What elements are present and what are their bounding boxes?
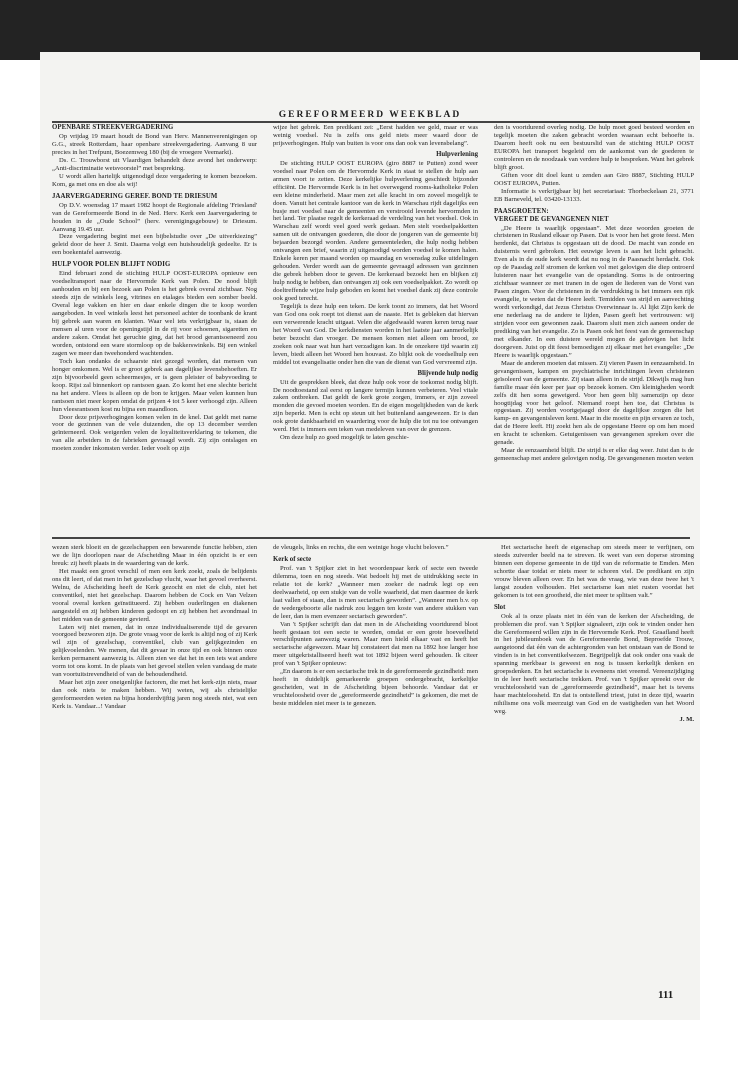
paragraph: De stichting HULP OOST EUROPA (giro 8887 te Putten) zond weer voedsel naar Polen om de Hervormde Kerk in staat te stellen de hulp aan armen voort te zetten. Deze kerkelijke hulpverlening geschiedt bijzonder efficiënt. De Hervormde Kerk is in het overwegend rooms-katholieke Polen een kleine minderheid. Maar men zet alle kracht in om zoveel mogelijk te doen. Vanuit het centrale kantoor van de kerk in Warschau rijdt dagelijks een busje met voedsel naar de gemeenten en verstrooid levende hervormden in het land. Ter plaatse regelt de kerkeraad de verdeling van het voedsel. Ook in Warschau zelf wordt veel goed werk gedaan. Men stelt voedselpakketten samen uit de ontvangen goederen, die door de jongeren van de gemeente bij bejaarden bezorgd worden. Andere gemeenteleden, die hulp nodig hebben ontvangen een brief, waarin zij uitgenodigd worden voedsel te komen halen. Enkele keren per maand worden op maandag en woensdag zulke uitdelingen gehouden. Verder wordt aan de gemeente gevraagd adressen van gezinnen die gebrek hebben door te geven. De kerkeraad bezoekt hen en blijken zij hulp nodig te hebben, dan ontvangen zij ook een voedselpakket. Zo wordt op doeltreffende wijze hulp geboden en komt het voedsel dank zij deze controle ook goed terecht. (273, 159, 478, 303)
running-header: GEREFORMEERD WEEKBLAD (278, 110, 462, 120)
paragraph: Op D.V. woensdag 17 maart 1982 hoopt de Regionale afdeling 'Friesland' van de Gereformeerde Bond in de Ned. Herv. Kerk een Jaarvergadering te houden in de „Oude School” (herv. verenigingsgebouw) te Driesum. Aanvang 19.45 uur. (52, 201, 257, 233)
heading-vergeet-gevangenen: VERGEET DE GEVANGENEN NIET (494, 215, 609, 223)
subheading-kerk-of-secte: Kerk of secte (273, 555, 312, 563)
column-4 (52, 544, 257, 984)
paragraph: Het sectarische heeft de eigenschap om steeds meer te verfijnen, om steeds zuiverder beeld na te streven. Ik weet van een doperse stroming binnen een doperse gemeente in de tijd van de reformatie te Emden. Men schortte daar totdat er niets meer te schoren viel. De predikant en zijn vrouw bleven alleen over. En het was de vraag, wie van deze twee het 't langst zouden volhouden. Het sectarisme kan niet rusten voordat het gekomen is tot een grootheid, die niet meer te splitsen valt.” (494, 544, 694, 599)
paragraph: den is voortdurend overleg nodig. De hulp moet goed besteed worden en tegelijk moeten die zaken gebracht worden waaraan echt behoefte is. Daarom heeft ook nu een bestuurslid van de stichting HULP OOST EUROPA het transport begeleid om de aankomst van de goederen te controleren en de noodzaak van verdere hulp te bespreken. Want het gebrek blijft groot. (494, 124, 694, 171)
subheading-blijvende-hulp: Blijvende hulp nodig (417, 369, 478, 377)
paragraph: Ds. C. Trouwborst uit Vlaardigen behandelt deze avond het onderwerp: „Anti-discriminatie wetsvoorstel” met bespreking. (52, 156, 257, 172)
paragraph: Deze vergadering begint met een bijbelstudie over „De uitverkiezing” geleid door de heer J. Smit. Daarna volgt een huishoudelijk gedeelte. Er is een boekentafel aanwezig. (52, 233, 257, 257)
column-3 (494, 124, 694, 532)
paragraph: Giften voor dit doel kunt u zenden aan Giro 8887, Stichting HULP OOST EUROPA, Putten. (494, 171, 694, 187)
paragraph: Door deze prijsverhogingen komen velen in de knel. Dat geldt met name voor de gezinnen van de vele duizenden, die op 13 december werden geïnterneerd. Ook weigerden velen de loyaliteitsverklaring te tekenen, die van alle arbeiders in de fabrieken gevraagd wordt. Zij zijn ontslagen en moeten zonder inkomsten verder. Ieder voelt op zijn (52, 413, 257, 453)
header-rule (52, 121, 690, 123)
subheading-hulpverlening: Hulpverlening (436, 150, 478, 158)
quote-paragraph: „En daarom is er een sectarische trek in de gereformeerde gezindheid: men heeft in duidelijk gemarkeerde groepen ondergebracht, kerkelijke gescheiden, wat in de Afscheiding bijeen behoorde. Vandaar dat er vruchteloosheid over de „gereformeerde gezindheid” is gekomen, die met de beste middelen niet meer is te genezen. (273, 668, 478, 708)
paragraph: Maar de eenzaamheid blijft. De strijd is er elke dag weer. Juist dan is de gemeenschap met andere gelovigen nodig. De gevangenenen moeten weten (494, 447, 694, 463)
scan-border (0, 0, 738, 60)
paragraph: Eind februari zond de stichting HULP OOST-EUROPA opnieuw een voedseltransport naar de Hervormde Kerk van Polen. De nood blijft aanhouden en bij een bezoek aan Polen is het gebrek overal zichtbaar. Nog steeds zijn de winkels leeg, vitrines en etalages bieden een somber beeld. Overal lege vakken en hier en daar enkele dingen die te koop worden aangeboden. In veel winkels leest het personeel achter de toonbank de krant bij gebrek aan waren en klanten. Waar wel iets verkrijgbaar is, staan de mensen al uren voor de openingstijd in de rij voor schoenen, sigaretten en andere zaken. Omdat het geruchte ging, dat het brood gerantsoeneerd zou worden, ontstond een ware stormloop op de bakkerswinkels. Bij een winkel zagen we meer dan tweehonderd wachtenden. (52, 270, 257, 357)
heading-jaarvergadering: JAARVERGADERING GEREF. BOND TE DRIESUM (52, 192, 218, 200)
paragraph: Toch kan ondanks de schaarste niet gezegd worden, dat mensen van honger omkomen. Wel is er groot gebrek aan dagelijkse levensbehoeften. Er zijn bijvoorbeeld geen scheermesjes, er is geen pleister of babyvoeding te koop. Rijst zal binnenkort op rantsoen gaan. Zo komt het ene slechte bericht na het andere. Vlees is alleen op de bon te krijgen. Maar velen kunnen hun rantsoen niet meer kopen omdat de prijzen 4 tot 5 keer verhoogd zijn. Alleen hun vleesrantsoen kost nu bijna een maandloon. (52, 357, 257, 413)
paragraph: Maar het zijn zeer oneigenlijke factoren, die met het kerk-zijn niets, maar dan ook niets te maken hebben. Wij weten, wij als christelijke gereformeerden weten na bijna honderdvijftig jaren nog steeds niet, wat een Kerk is. Vandaar...! Vandaar (52, 679, 257, 711)
paragraph: Prof. van 't Spijker ziet in het woordenpaar kerk of secte een tweede dilemma, toen en nog steeds. Wat bedoelt hij met de uitdrukking secte in relatie tot de kerk? „Wanneer men zoeker de nadruk legt op een deelwaarheid, op een stukje van de volle waarheid, dat men daarmee de kerk laat vallen of staan, dan is men sectarisch geworden”. „Wanneer men b.v. op de wedergeboorte alle nadruk zou leggen ten koste van andere stukken van de leer, dan is men evenzeer sectarisch geworden”. (273, 564, 478, 620)
paragraph: U wordt allen hartelijk uitgenodigd deze vergadering te komen bezoeken. Kom, ga met ons en doe als wij! (52, 172, 257, 188)
author-signature: J. M. (679, 716, 694, 724)
column-5 (273, 544, 478, 984)
paragraph: Ook al is onze plaats niet in één van de kerken der Afscheiding, de problemen die prof. van 't Spijker signaleert, zijn ook te vinden onder hen die Gereformeerd willen zijn in de Hervormde Kerk. Prof. Graafland heeft in het jubileumboek van de Gereformeerde Bond, Beproefde Trouw, aangetoond dat één van de achtergronden van het ontstaan van de Bond te vinden is in het conventikelwezen. Begrijpelijk dat ook onder ons vaak de spanning merkbaar is geweest en nog is tussen kerkelijk denken en groepsdenken. En het sectarische is eveneens niet vreemd. Vereenzijdiging in de leer heeft sectarische trekken. Prof. van 't Spijker spreekt over de vruchteloosheid van de „gereformeerde gezindheid”, maar het is tevens haar machteloosheid. En dat is ontstellend triest, juist in deze tijd, waarin nihilisme ons volk meerzuigt van God en de vastigheden van het Woord weg. (494, 612, 694, 716)
paragraph: wezen sterk bloeit en de gezelschappen een bewarende functie hebben, zien we de lijn doorlopen naar de Afscheiding Maar in één opzicht is er een breuk: zij heeft plaats in de waardering van de kerk. (52, 544, 257, 567)
column-6 (494, 544, 694, 984)
paragraph: Op vrijdag 19 maart houdt de Bond van Herv. Mannenverenigingen op G.G., streek Rotterdam, haar openbare streekvergadering. Aanvang 8 uur precies in het Trefpunt, Boezemweg 180 (bij de vroegere Veemarkt). (52, 133, 257, 156)
column-1 (52, 124, 257, 532)
paragraph: Maar de anderen moeten dat missen. Zij vieren Pasen in eenzaamheid. In gevangenissen, kampen en psychiatrische inrichtingen leven christenen geïsoleerd van de gemeente. Zij staan alleen in de strijd. Dikwijls mag hun familie maar één keer per jaar op bezoek komen. Om kleinigheden wordt zelfs dit hen soms geweigerd. Voor hen geen blij samenzijn op deze hoogtijdag voor het geloof. Niemand roept hen toe, dat Christus is opgestaan. Zij worden voortgejaagd door de dagelijkse zorgen die het kamp- en gevangenisleven kent. Maar in die moeite en pijn ervaren ze toch, dat de Heere leeft. Hij zoekt hen als de opgestane Heere op om hen moed en kracht te schenken. Getuigenissen van gevangenen spreken over die genade. (494, 359, 694, 447)
subheading-slot: Slot (494, 603, 506, 611)
paragraph: Het maakt een groot verschil of men een kerk zoekt, zoals de belijdenis ons dit leert, of dat men in het gezelschap vlucht, waar het gevoel overheerst. Welnu, de Afscheiding heeft de Kerk gezocht en niet de club, niet het conventikel, niet het gezelschap. Daarom hebben de Cock en Van Velzen vooral overal kerken geïnstitueerd. Zij hebben ouderlingen en diakenen aangesteld en zij hebben kinderen gedoopt en zij hebben het avondmaal in het midden van de gemeente gevierd. (52, 567, 257, 623)
paragraph: Om deze hulp zo goed mogelijk te laten geschie- (280, 434, 409, 442)
paragraph: Uit de gesprekken bleek, dat deze hulp ook voor de toekomst nodig blijft. De noodtoestand zal eerst op langere termijn kunnen verbeteren. Veel vitale zaken ontbreken. Dat geldt de kerk grote zorgen, immers, er zijn zoveel monden die gevoed moeten worden. En de eigen mogelijkheden van de kerk zijn beperkt. Men is echt op steun uit het buitenland aangewezen. Er is dan ook grote dankbaarheid en waardering voor de hulp die tot nu toe ontvangen werd. Het is immers een teken van medeleven van over de grenzen. (273, 378, 478, 434)
paragraph: de vleugels, links en rechts, die een weinige hoge vlucht beloven.” (273, 544, 449, 551)
page-number: 111 (658, 989, 674, 1001)
heading-paasgroeten: PAASGROETEN: (494, 207, 549, 215)
paragraph: Informatie is verkrijgbaar bij het secretariaat: Thorbeckelaan 21, 3771 EB Barneveld, tel. 03420-13133. (494, 187, 694, 203)
column-2 (273, 124, 478, 532)
paragraph: Van 't Spijker schrijft dan dat men in de Afscheiding voortdurend bloot heeft gestaan tot een secte te worden, omdat er een grote hoeveelheid verschilpunten aanwezig waren. Maar men hield elkaar vast en heeft het sectarische afgewezen. Maar hij constateert dat men na 1892 hoe langer hoe meer uitgekristalliseerd heeft wat tot 1892 bijeen werd gehouden. Ik citeer prof van 't Spijker opnieuw: (273, 620, 478, 668)
heading-streekvergadering: OPENBARE STREEKVERGADERING (52, 124, 174, 131)
section-rule (52, 537, 690, 539)
paragraph: „De Heere is waarlijk opgestaan”. Met deze woorden groeten de christenen in Rusland elkaar op Pasen. Dat is voor hen het grote feest. Men herdenkt, dat Christus is opgestaan uit de dood. De macht van zonde en duisternis werd gebroken. Het eeuwige leven is aan het licht gebracht. Even als in de oude kerk wordt dat nu nog in de Paasnacht herdacht. Ook op de Paasdag zelf stromen de kerken vol met gelovigen die diep ontroerd luisteren naar het evangelie van de opstanding. Soms is de ontroering zichtbaar wanneer ze met tranen in de ogen de liederen van de Vorst van Pasen zingen. Voor de christenen in de verdrukking is het immers een rijk evangelie, te weten dat de Heere leeft. Temidden van strijd en aanvechting wordt verkondigd, dat Jezus Christus Overwinnaar is. Al lijkt Zijn kerk de ene nederlaag na de andere te lijden, Pasen geeft het vertrouwen: wij strijden voor een gewonnen zaak. Daarom sluit men zich aaneen onder de prediking van het evangelie. Zo is Pasen ook het feest van de gemeenschap met elkander. In een duistere wereld mogen de gelovigen het licht doorgeven. Juist op dit feest bemoedigen zij elkaar met het evangelie: „De Heere is waarlijk opgestaan.” (494, 224, 694, 359)
paragraph: Laten wij niet menen, dat in onze individualiserende tijd de gevaren voorgoed bezworen zijn. De grote vraag voor de kerk is altijd nog of zij Kerk wil zijn of gezelschap, conventikel, club van gelijkgezinden en gelijkvoelenden. We menen, dat dit gevaar in onze tijd en ook binnen onze kerken permanent aanwezig is. Alleen zien we dat het in een iets wat andere vorm tot ons komt. In de plaats van het gevoel stellen velen vandaag de mate van voortuitstrevendheid of van de behoudendheid. (52, 623, 257, 679)
paragraph: wijze het gebrek. Een predikant zei: „Eerst hadden we geld, maar er was weinig voedsel. Nu is zelfs ons geld niets meer waard door de prijsverhogingen. Hulp van buiten is voor ons dan ook van levensbelang”. (273, 124, 478, 147)
paragraph: Tegelijk is deze hulp een teken. De kerk toont zo immers, dat het Woord van God ons ook roept tot dienst aan de naaste. Het is gebleken dat hiervan een verwerende kracht uitgaat. Velen die afgedwaald waren keren terug naar het Woord van God. De kerkdiensten worden in het laatste jaar aanmerkelijk beter bezocht dan vroeger. De mensen komen niet alleen om brood, ze zoeken ook naar wat hun hart verzadigen kan. In de onzekere tijd waarin zij leven, biedt alleen het Woord hen houvast. Zo blijkt ook de voedselhulp een middel tot evangelisatie onder hen die van de dienst van God vervreemd zijn. (273, 302, 478, 366)
heading-hulp-polen: HULP VOOR POLEN BLIJFT NODIG (52, 261, 171, 269)
newspaper-page (40, 52, 700, 1020)
